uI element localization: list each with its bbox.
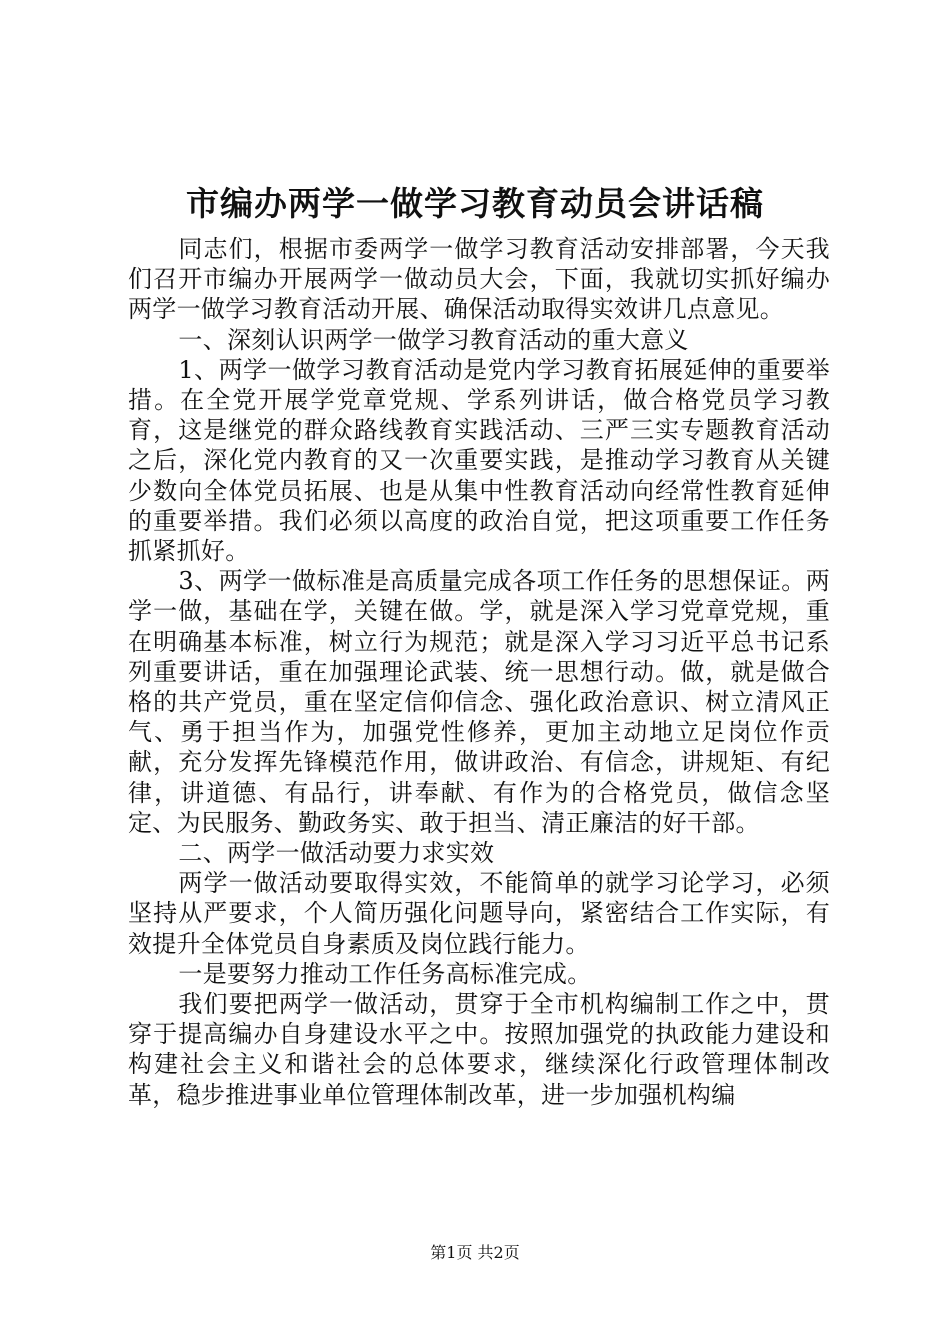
paragraph-tasks: 我们要把两学一做活动，贯穿于全市机构编制工作之中，贯穿于提高编办自身建设水平之中。按照加强党的执政能力建设和构建社会主义和谐社会的总体要求，继续深化行政管理体制改革，稳步推进事业单位管理体制改革，进一步加强机构编 (128, 990, 830, 1109)
paragraph-effectiveness: 两学一做活动要取得实效，不能简单的就学习论学习，必须坚持从严要求，个人简历强化问题导向，紧密结合工作实际，有效提升全体党员自身素质及岗位践行能力。 (128, 869, 830, 958)
paragraph-point-1: 1、两学一做学习教育活动是党内学习教育拓展延伸的重要举措。在全党开展学党章党规、学系列讲话，做合格党员学习教育，这是继党的群众路线教育实践活动、三严三实专题教育活动之后，深化党内教育的又一次重要实践，是推动学习教育从关键少数向全体党员拓展、也是从集中性教育活动向经常性教育延伸的重要举措。我们必须以高度的政治自觉，把这项重要工作任务抓紧抓好。 (128, 355, 830, 566)
paragraph-greeting: 同志们，根据市委两学一做学习教育活动安排部署，今天我们召开市编办开展两学一做动员大会，下面，我就切实抓好编办两学一做学习教育活动开展、确保活动取得实效讲几点意见。 (128, 235, 830, 324)
subheading-first: 一是要努力推动工作任务高标准完成。 (178, 959, 592, 988)
document-body (128, 234, 830, 1110)
heading-section-2: 二、两学一做活动要力求实效 (178, 839, 495, 868)
page-number-footer: 第1页 共2页 (430, 1243, 520, 1262)
heading-section-1: 一、深刻认识两学一做学习教育活动的重大意义 (178, 325, 689, 354)
document-title: 市编办两学一做学习教育动员会讲话稿 (186, 184, 764, 223)
paragraph-point-3: 3、两学一做标准是高质量完成各项工作任务的思想保证。两学一做，基础在学，关键在做。学，就是深入学习党章党规，重在明确基本标准，树立行为规范；就是深入学习习近平总书记系列重要讲话，重在加强理论武装、统一思想行动。做，就是做合格的共产党员，重在坚定信仰信念、强化政治意识、树立清风正气、勇于担当作为，加强党性修养，更加主动地立足岗位作贡献，充分发挥先锋模范作用，做讲政治、有信念，讲规矩、有纪律，讲道德、有品行，讲奉献、有作为的合格党员，做信念坚定、为民服务、勤政务实、敢于担当、清正廉洁的好干部。 (128, 567, 830, 837)
